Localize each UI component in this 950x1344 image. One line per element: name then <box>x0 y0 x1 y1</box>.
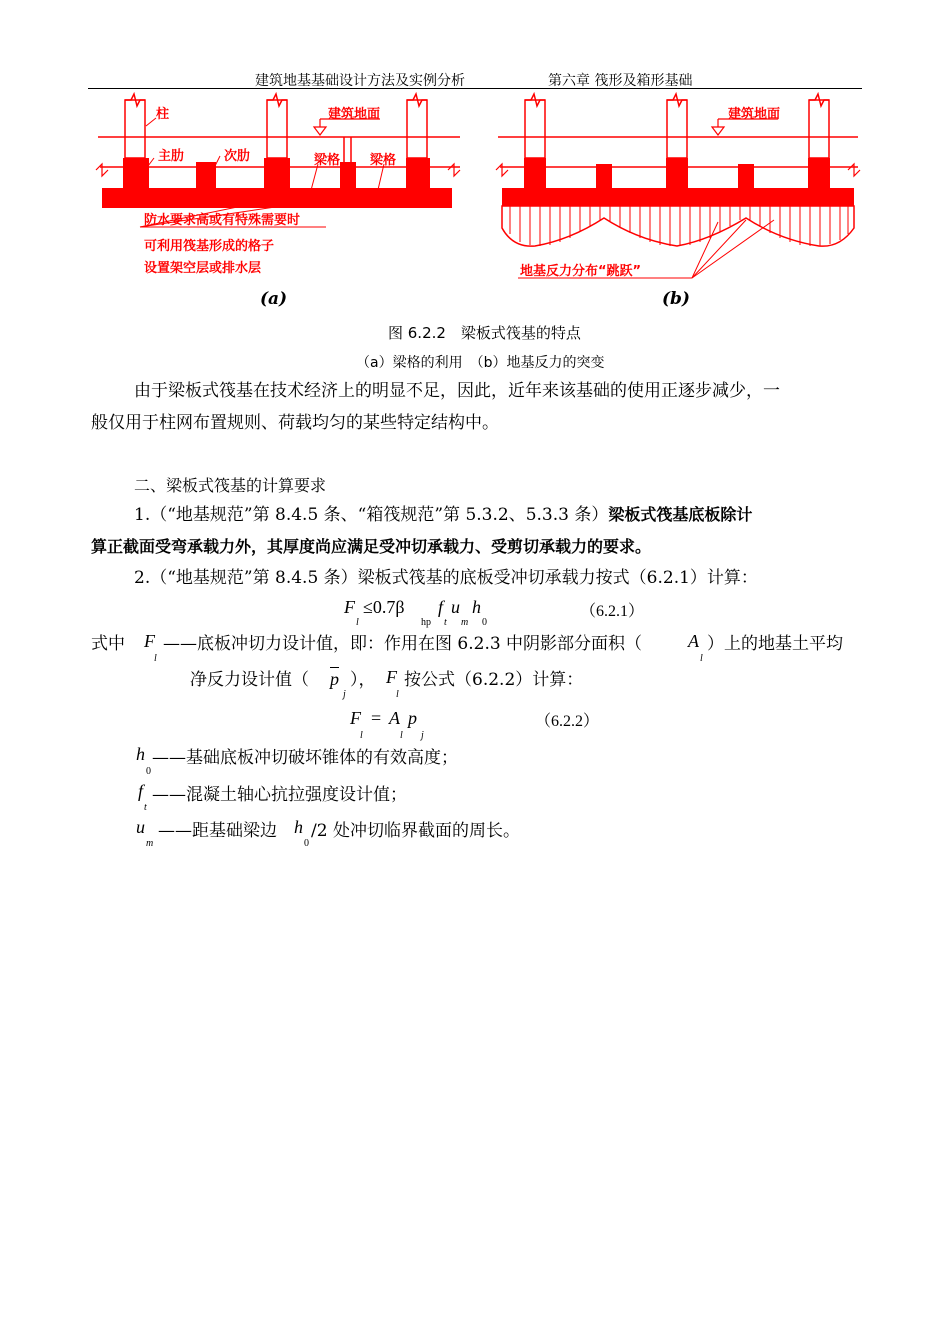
header-rule <box>88 88 862 89</box>
header-chapter-title: 第六章 筏形及箱形基础 <box>548 73 693 89</box>
sublabel-a: (a) <box>260 289 288 309</box>
paragraph-1-line-2: 般仅用于柱网布置规则、荷载均匀的某些特定结构中。 <box>91 413 499 433</box>
item-1-line-1 <box>134 499 752 531</box>
figure-subcaption: （a）梁格的利用 （b）地基反力的突变 <box>356 355 605 371</box>
label-column: 柱 <box>156 107 170 122</box>
symbol-um: u <box>136 817 145 837</box>
where-Fl-text-2: ）上的地基土平均 <box>707 634 843 654</box>
symbol-pj-bar: p <box>330 669 339 689</box>
item-1-text: 梁板式筏基底板除计 <box>608 505 753 524</box>
item-1-ref: 1.（“地基规范”第 8.4.5 条、“箱筏规范”第 5.3.2、5.3.3 条） <box>134 505 609 525</box>
paragraph-1-line-1: 由于梁板式筏基在技术经济上的明显不足，因此，近年来该基础的使用正逐步减少，一 <box>134 381 780 401</box>
where-Fl-text: ——底板冲切力设计值，即：作用在图 6.2.3 中阴影部分面积（ <box>163 634 643 654</box>
equation-6-2-1-label: （6.2.1） <box>580 603 645 620</box>
item-2-line-1: 2.（“地基规范”第 8.4.5 条）梁板式筏基的底板受冲切承载力按式（6.2.1）计算： <box>134 568 758 588</box>
item-1-line-2: 算正截面受弯承载力外，其厚度尚应满足受冲切承载力、受剪切承载力的要求。 <box>91 537 652 556</box>
symbol-Al: A <box>688 631 699 651</box>
note-waterproof: 防水要求高或有特殊需要时 <box>144 213 301 228</box>
symbol-h0: h <box>136 744 145 764</box>
symbol-ft: f <box>138 781 144 801</box>
equation-6-2-2-label: （6.2.2） <box>535 713 600 730</box>
label-ground-b: 建筑地面 <box>728 107 781 122</box>
def-um-b: /2 处冲切临界截面的周长。 <box>311 821 520 841</box>
where-line-2a: 净反力设计值（ <box>190 670 309 690</box>
label-main-rib: 主肋 <box>158 149 185 164</box>
def-h0: ——基础底板冲切破坏锥体的有效高度； <box>152 748 458 768</box>
def-ft: ——混凝土轴心抗拉强度设计值； <box>152 785 407 805</box>
section-title: 二、梁板式筏基的计算要求 <box>134 476 327 495</box>
diagram-a <box>96 94 460 227</box>
header-book-title: 建筑地基基础设计方法及实例分析 <box>255 73 465 89</box>
figure-caption: 图 6.2.2 梁板式筏基的特点 <box>388 324 581 342</box>
label-beam-grid-2: 梁格 <box>370 153 397 168</box>
note-drainage-layer: 设置架空层或排水层 <box>144 261 262 276</box>
label-beam-grid-1: 梁格 <box>314 153 341 168</box>
label-secondary-rib: 次肋 <box>224 149 251 164</box>
symbol-Fl-2: F <box>386 667 397 687</box>
label-reaction-jump: 地基反力分布“跳跃” <box>520 264 642 279</box>
def-um-a: ——距基础梁边 <box>158 821 277 841</box>
where-prefix: 式中 <box>91 634 125 654</box>
where-line-2b: ）， <box>350 670 376 690</box>
where-line-2c: 按公式（6.2.2）计算： <box>404 670 584 690</box>
symbol-Fl: F <box>144 631 155 651</box>
sublabel-b: (b) <box>662 289 690 309</box>
raft-foundation-figure <box>88 92 862 312</box>
note-grid-use: 可利用筏基形成的格子 <box>144 239 275 254</box>
diagram-b <box>496 94 860 278</box>
label-ground-a: 建筑地面 <box>328 107 381 122</box>
symbol-h0-2: h <box>294 817 303 837</box>
